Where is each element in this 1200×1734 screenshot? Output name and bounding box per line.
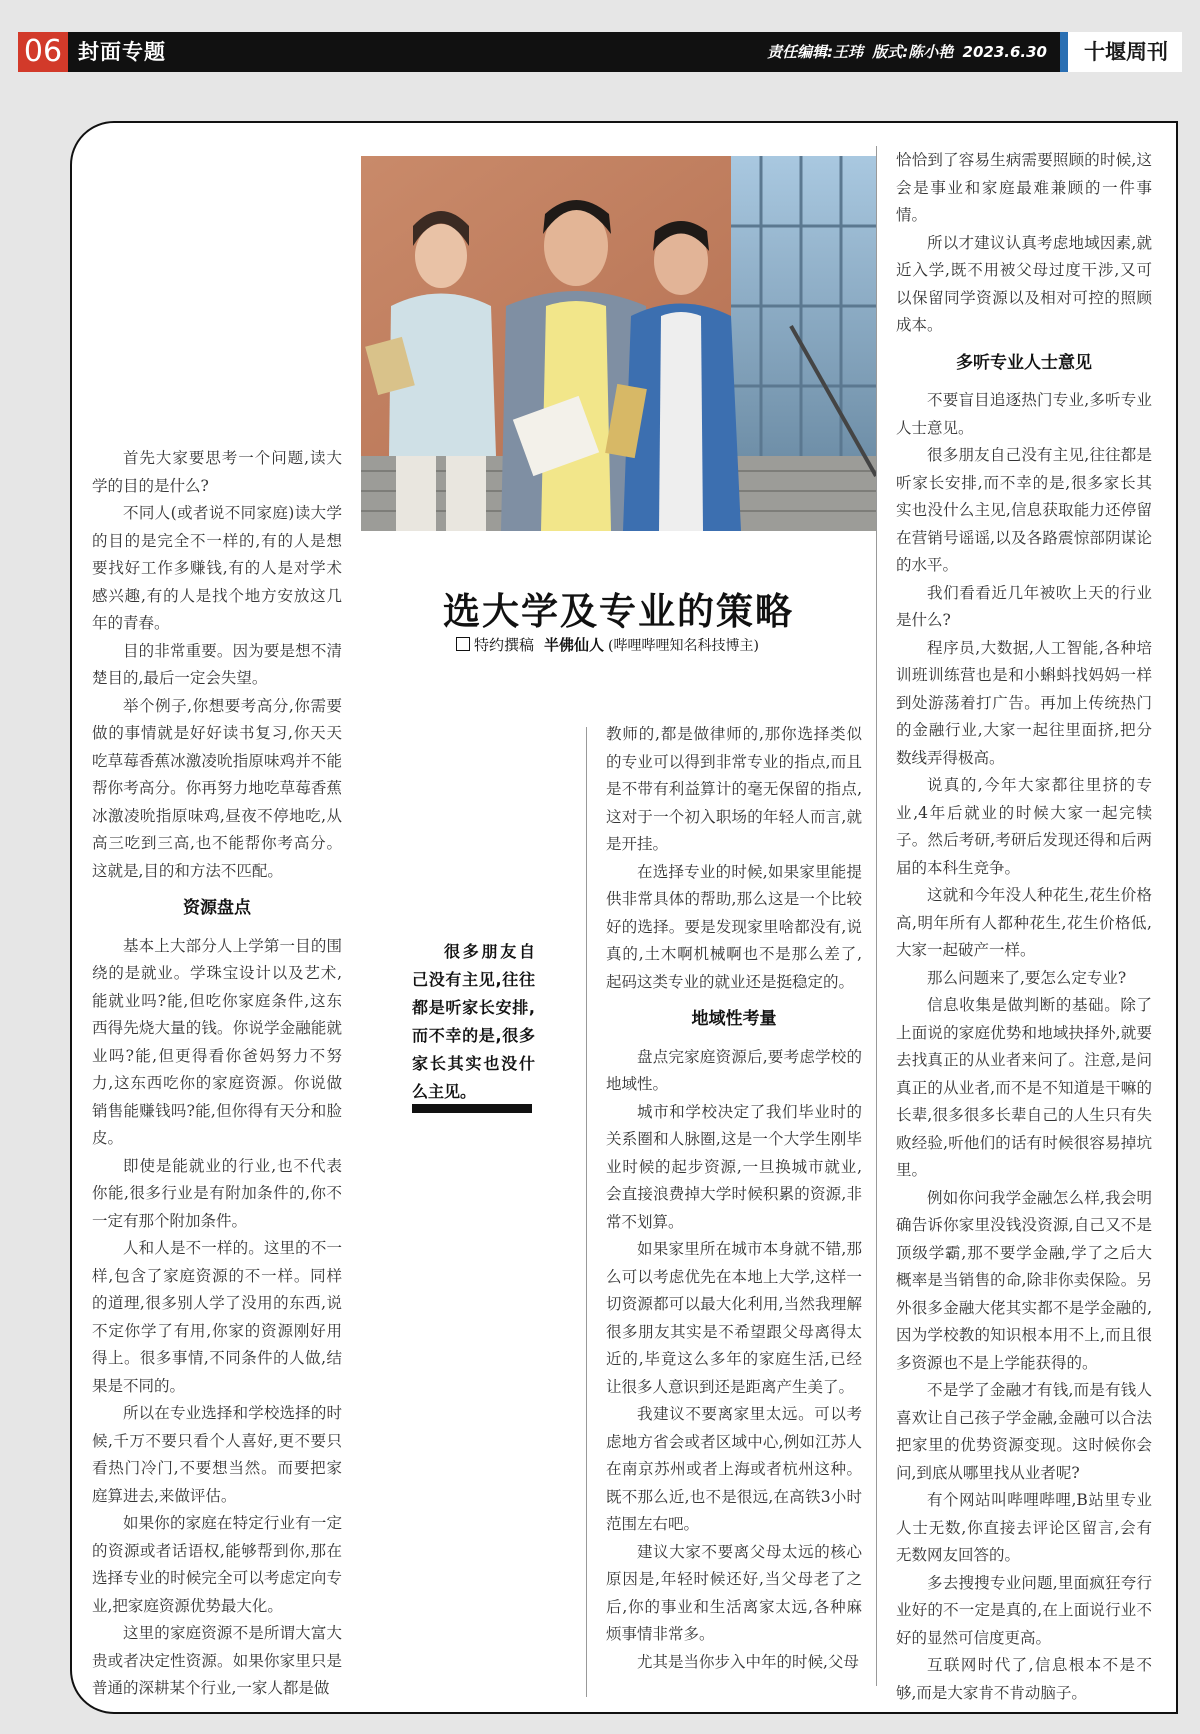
byline-prefix: 特约撰稿 [474,636,535,654]
paragraph: 例如你问我学金融怎么样,我会明确告诉你家里没钱没资源,自己又不是顶级学霸,那不要学金融,学了之后大概率是当销售的命,除非你卖保险。另外很多金融大佬其实都不是学金融的,因为学校教的知识根本用不上,而且很多资源也不是上学能获得的。 [896,1188,1152,1372]
paragraph: 目的非常重要。因为要是想不清楚目的,最后一定会失望。 [92,641,342,687]
paragraph: 不要盲目追逐热门专业,多听专业人士意见。 [896,391,1152,437]
paragraph: 城市和学校决定了我们毕业时的关系圈和人脉圈,这是一个大学生刚毕业时候的起步资源,一旦换城市就业,会直接浪费掉大学时候积累的资源,非常不划算。 [606,1102,862,1231]
paragraph: 首先大家要思考一个问题,读大学的目的是什么? [92,449,342,495]
page-number: 06 [18,32,68,72]
paragraph: 不同人(或者说不同家庭)读大学的目的是完全不一样的,有的人是想要找好工作多赚钱,有的人是对学术感兴趣,有的人是找个地方安放这几年的青春。 [92,504,342,632]
paragraph: 很多朋友自己没有主见,往往都是听家长安排,而不幸的是,很多家长其实也没什么主见,信息获取能力还停留在营销号谣谣,以及各路震惊部阴谋论的水平。 [896,446,1152,574]
article-photo [361,156,876,531]
issue-date: 2023.6.30 [962,43,1047,61]
article-column-1 [92,445,342,1703]
masthead [1060,32,1182,72]
paragraph: 我建议不要离家里太远。可以考虑地方省会或者区域中心,例如江苏人在南京苏州或者上海或者杭州这种。既不那么近,也不是很远,在高铁3小时范围左右吧。 [606,1405,862,1533]
section-title: 封面专题 [78,40,166,64]
paragraph: 互联网时代了,信息根本不是不够,而是大家肯不肯动脑子。 [896,1656,1152,1702]
paragraph: 信息收集是做判断的基础。除了上面说的家庭优势和地域抉择外,就要去找真正的从业者来问了。注意,是问真正的从业者,而不是不知道是干嘛的长辈,很多很多长辈自己的人生只有失败经验,听他们的话有时候很容易掉坑里。 [896,996,1152,1179]
column-divider [876,146,877,1686]
paragraph: 恰恰到了容易生病需要照顾的时候,这会是事业和家庭最难兼顾的一件事情。 [896,151,1152,224]
paragraph: 有个网站叫哔哩哔哩,B站里专业人士无数,你直接去评论区留言,会有无数网友回答的。 [896,1491,1152,1564]
paragraph: 在选择专业的时候,如果家里能提供非常具体的帮助,那么这是一个比较好的选择。要是发现家里啥都没有,说真的,土木啊机械啊也不是那么差了,起码这类专业的就业还是挺稳定的。 [606,862,862,991]
paragraph: 盘点完家庭资源后,要考虑学校的地域性。 [606,1047,862,1093]
paragraph: 所以在专业选择和学校选择的时候,千万不要只看个人喜好,更不要只看热门冷门,不要想当然。而要把家庭算进去,来做评估。 [92,1404,342,1505]
paragraph: 说真的,今年大家都往里挤的专业,4年后就业的时候大家一起完犊子。然后考研,考研后发现还得和后两届的本科生竞争。 [896,776,1152,877]
paragraph: 所以才建议认真考虑地域因素,就近入学,既不用被父母过度干涉,又可以保留同学资源以及相对可控的照顾成本。 [896,233,1152,334]
byline [456,634,759,655]
paragraph: 那么问题来了,要怎么定专业? [927,968,1127,987]
masthead-accent-bar [1060,32,1068,72]
article-column-2 [606,721,862,1676]
author-name: 半佛仙人 [544,636,605,654]
paragraph: 多去搜搜专业问题,里面疯狂夸行业好的不一定是真的,在上面说行业不好的显然可信度更高。 [896,1573,1152,1647]
paragraph: 人和人是不一样的。这里的不一样,包含了家庭资源的不一样。同样的道理,很多别人学了没用的东西,说不定你学了有用,你家的资源刚好用得上。很多事情,不同条件的人做,结果是不同的。 [92,1239,342,1395]
paragraph: 这里的家庭资源不是所谓大富大贵或者决定性资源。如果你家里只是普通的深耕某个行业,一家人都是做 [92,1624,342,1697]
paragraph: 即使是能就业的行业,也不代表你能,很多行业是有附加条件的,你不一定有那个附加条件。 [92,1156,342,1230]
paragraph: 不是学了金融才有钱,而是有钱人喜欢让自己孩子学金融,金融可以合法把家里的优势资源变现。这时候你会问,到底从哪里找从业者呢? [896,1381,1152,1482]
subheading: 地域性考量 [691,1009,777,1029]
article-column-3 [896,147,1152,1707]
paragraph: 如果家里所在城市本身就不错,那么可以考虑优先在本地上大学,这样一切资源都可以最大化利用,当然我理解很多朋友其实是不希望跟父母离得太近的,毕竟这么多年的家庭生活,已经让很多人意识到还是距离产生美了。 [606,1240,862,1396]
layout-credit: 版式:陈小艳 [872,43,954,61]
paragraph: 程序员,大数据,人工智能,各种培训班训练营也是和小蝌蚪找妈妈一样到处游荡着打广告。再加上传统热门的金融行业,大家一起往里面挤,把分数线弄得极高。 [896,638,1152,767]
paragraph: 建议大家不要离父母太远的核心原因是,年轻时候还好,当父母老了之后,你的事业和生活离家太远,各种麻烦事情非常多。 [606,1542,862,1643]
page-header [18,32,1182,72]
editor-credits [763,32,1047,72]
paragraph: 教师的,都是做律师的,那你选择类似的专业可以得到非常专业的指点,而且是不带有利益算计的毫无保留的指点,这对于一个初入职场的年轻人而言,就是开挂。 [606,725,862,853]
paragraph: 如果你的家庭在特定行业有一定的资源或者话语权,能够帮到你,那在选择专业的时候完全可以考虑定向专业,把家庭资源优势最大化。 [92,1514,342,1615]
subheading: 资源盘点 [183,898,251,918]
author-note: (哔哩哔哩知名科技博主) [608,638,759,654]
article-title: 选大学及专业的策略 [443,589,794,633]
pull-quote [412,938,535,1106]
students-photo [361,156,876,531]
column-divider [586,727,587,1697]
pull-quote-bar [412,1104,532,1113]
byline-square-icon [456,637,470,651]
paragraph: 举个例子,你想要考高分,你需要做的事情就是好好读书复习,你天天吃草莓香蕉冰激凌吮指原味鸡并不能帮你考高分。你再努力地吃草莓香蕉冰激凌吮指原味鸡,昼夜不停地吃,从高三吃到三高,也不能帮你考高分。这就是,目的和方法不匹配。 [92,696,342,880]
paragraph: 尤其是当你步入中年的时候,父母 [637,1652,859,1671]
paragraph: 基本上大部分人上学第一目的围绕的是就业。学珠宝设计以及艺术,能就业吗?能,但吃你家庭条件,这东西得先烧大量的钱。你说学金融能就业吗?能,但更得看你爸妈努力不努力,这东西吃你的家庭资源。你说做销售能赚钱吗?能,但你得有天分和脸皮。 [92,936,342,1147]
paragraph: 我们看看近几年被吹上天的行业是什么? [896,583,1152,629]
pull-quote-text: 很多朋友自己没有主见,往往都是听家长安排,而不幸的是,很多家长其实也没什么主见。 [412,942,535,1101]
masthead-name: 十堰周刊 [1084,39,1168,64]
paragraph: 这就和今年没人种花生,花生价格高,明年所有人都种花生,花生价格低,大家一起破产一样。 [896,886,1152,959]
editor-credit: 责任编辑:王玮 [767,43,864,61]
subheading: 多听专业人士意见 [956,352,1092,373]
